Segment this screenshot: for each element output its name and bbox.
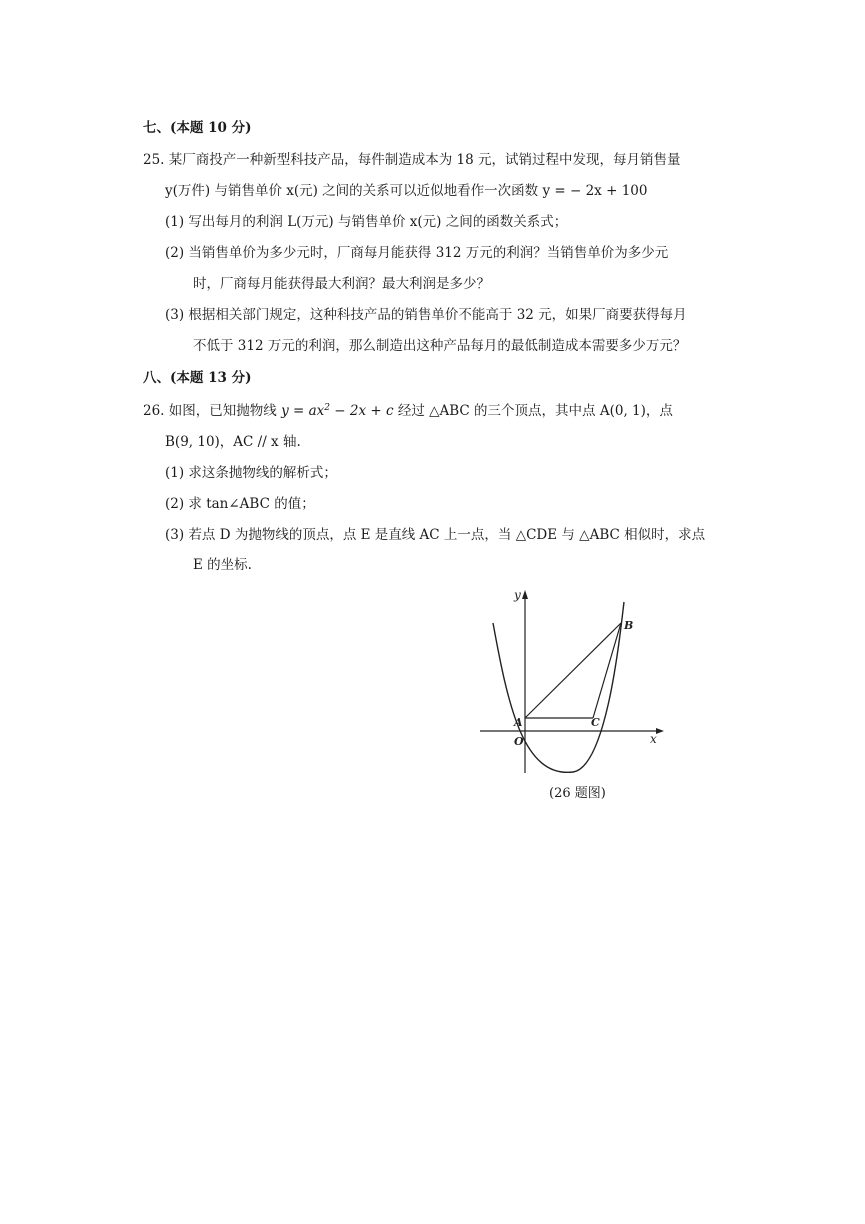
q26-stem-line-2: B(9, 10)，AC // x 轴. (165, 434, 301, 450)
label-x-axis: x (650, 732, 657, 746)
q25-stem-line-2: y(万件) 与销售单价 x(元) 之间的关系可以近似地看作一次函数 y = − 2x + 100 (165, 183, 648, 199)
y-axis-arrow (522, 590, 528, 599)
q25-part-3-line-2: 不低于 312 万元的利润，那么制造出这种产品每月的最低制造成本需要多少万元？ (193, 338, 687, 354)
q26-part-3-line-2: E 的坐标. (193, 557, 252, 573)
x-axis-arrow (656, 728, 664, 734)
parabola-curve (493, 602, 624, 772)
section-7-heading: 七、(本题 10 分) (143, 120, 252, 136)
parabola-triangle-figure (478, 585, 674, 775)
q26-part-1: (1) 求这条抛物线的解析式； (165, 465, 337, 481)
q26-part-2: (2) 求 tan∠ABC 的值； (165, 496, 315, 512)
parabola-equation (281, 403, 393, 419)
q25-stem-line-1: 25. 某厂商投产一种新型科技产品，每件制造成本为 18 元，试销过程中发现，每月销售量 (143, 152, 681, 168)
label-origin: O (514, 735, 524, 748)
figure-caption: (26 题图) (549, 786, 606, 801)
label-point-a: A (514, 716, 523, 729)
label-point-b: B (624, 619, 634, 632)
q26-stem-part-a: 26. 如图，已知抛物线 (143, 403, 282, 419)
label-point-c: C (591, 716, 600, 729)
equation-part-b: − 2x + c (329, 403, 394, 419)
label-y-axis: y (514, 588, 521, 602)
q25-part-2-line-1: (2) 当销售单价为多少元时，厂商每月能获得 312 万元的利润？当销售单价为多少元 (165, 245, 669, 261)
section-8-heading: 八、(本题 13 分) (143, 370, 252, 386)
q26-stem-line-1 (143, 403, 673, 419)
q25-part-3-line-1: (3) 根据相关部门规定，这种科技产品的销售单价不能高于 32 元，如果厂商要获得每月 (165, 307, 687, 323)
q26-part-3-line-1: (3) 若点 D 为抛物线的顶点，点 E 是直线 AC 上一点，当 △CDE 与 △ABC 相似时，求点 (165, 527, 706, 543)
q26-stem-part-b: 经过 △ABC 的三个顶点，其中点 A(0, 1)，点 (393, 403, 673, 419)
equation-part-a: y = ax (281, 403, 325, 419)
equation-exponent: 2 (324, 403, 330, 413)
q25-part-2-line-2: 时，厂商每月能获得最大利润？最大利润是多少？ (193, 276, 490, 292)
q25-part-1: (1) 写出每月的利润 L(万元) 与销售单价 x(元) 之间的函数关系式； (165, 214, 568, 230)
